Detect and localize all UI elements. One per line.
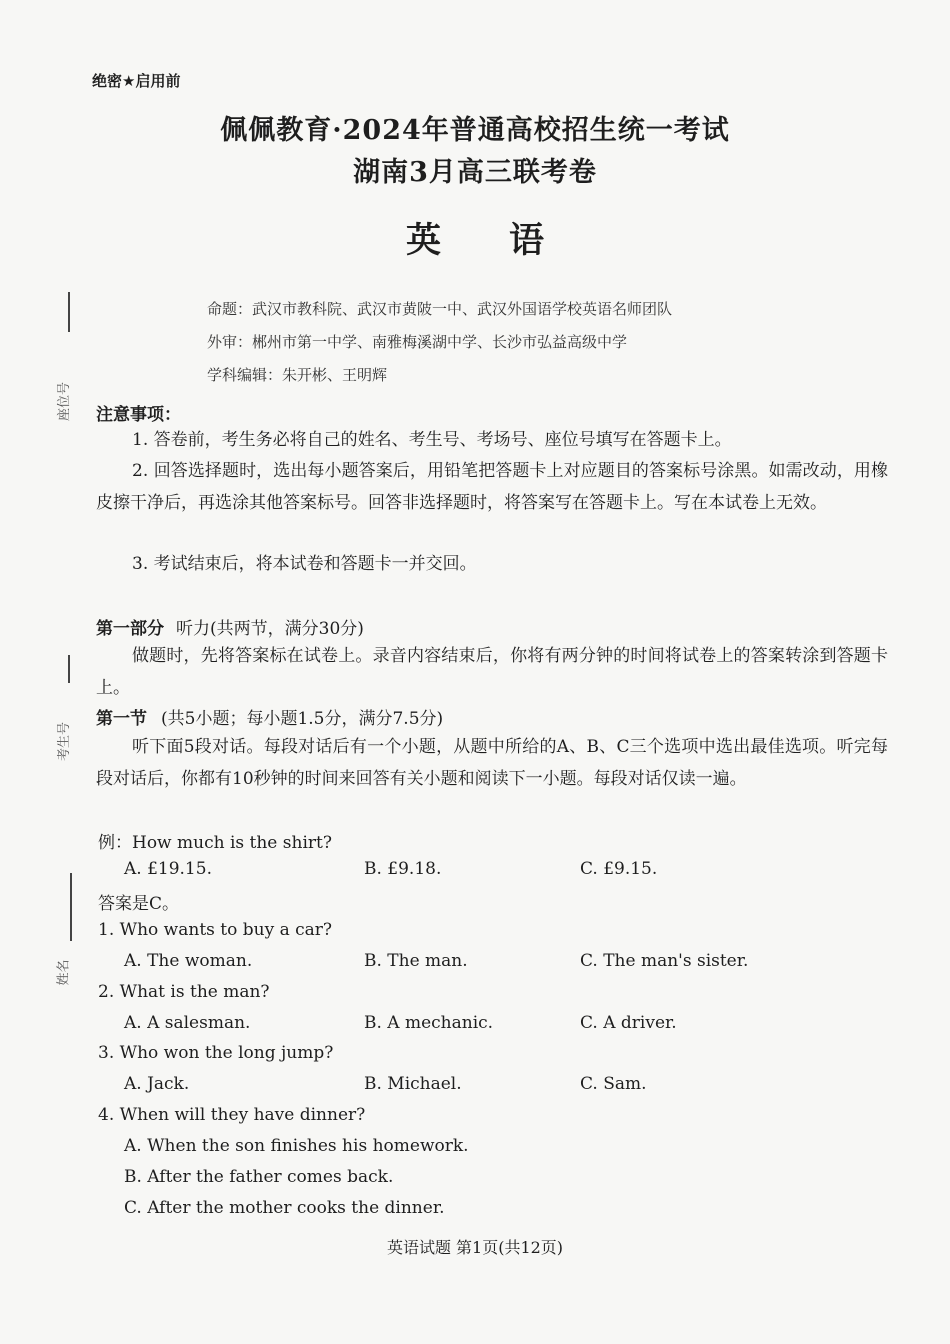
margin-label-name: 姓名 [56, 959, 72, 986]
question-4: 4. When will they have dinner? [98, 1105, 366, 1125]
section-detail: (共5小题；每小题1.5分，满分7.5分) [161, 709, 444, 729]
q2-option-a: A. A salesman. [124, 1013, 251, 1033]
section-title: 第一节 [96, 709, 147, 729]
credit-setter: 命题：武汉市教科院、武汉市黄陂一中、武汉外国语学校英语名师团队 [207, 300, 673, 318]
q2-option-b: B. A mechanic. [364, 1013, 494, 1033]
q4-option-b: B. After the father comes back. [124, 1167, 394, 1187]
credit-editor: 学科编辑：朱开彬、王明辉 [207, 366, 388, 384]
part-detail: 听力(共两节，满分30分) [176, 619, 364, 639]
q1-option-b: B. The man. [364, 951, 468, 971]
question-2: 2. What is the man? [98, 982, 270, 1002]
example-option-a: A. £19.15. [124, 859, 212, 879]
credit-reviewer: 外审：郴州市第一中学、南雅梅溪湖中学、长沙市弘益高级中学 [207, 333, 628, 351]
part-heading [96, 614, 364, 639]
example-question: 例：How much is the shirt? [98, 833, 332, 853]
margin-label-exam-no: 考生号 [57, 721, 73, 762]
subject-char-1: 英 [405, 221, 441, 261]
question-3: 3. Who won the long jump? [98, 1043, 334, 1063]
note-item: 1. 答卷前，考生务必将自己的姓名、考生号、考场号、座位号填写在答题卡上。 [132, 430, 732, 450]
q1-option-a: A. The woman. [124, 951, 253, 971]
part-title: 第一部分 [96, 619, 164, 639]
example-option-b: B. £9.18. [364, 859, 442, 879]
example-option-c: C. £9.15. [580, 859, 658, 879]
subject-title [0, 213, 950, 263]
exam-title: 佩佩教育·2024年普通高校招生统一考试 [220, 115, 730, 146]
section-directions: 听下面5段对话。每段对话后有一个小题，从题中所给的A、B、C三个选项中选出最佳选项。听完每段对话后，你都有10秒钟的时间来回答有关小题和阅读下一小题。每段对话仅读一遍。 [96, 737, 888, 789]
example-answer: 答案是C。 [98, 894, 180, 914]
q2-option-c: C. A driver. [580, 1013, 677, 1033]
page-footer: 英语试题 第1页(共12页) [386, 1238, 564, 1257]
note-item: 3. 考试结束后，将本试卷和答题卡一并交回。 [132, 554, 477, 574]
margin-line-top [68, 292, 70, 332]
note-item: 2. 回答选择题时，选出每小题答案后，用铅笔把答题卡上对应题目的答案标号涂黑。如需改动，用橡皮擦干净后，再选涂其他答案标号。回答非选择题时，将答案写在答题卡上。写在本试卷上无效。 [96, 461, 888, 513]
margin-line-name [70, 873, 72, 941]
section-heading [96, 704, 443, 729]
q1-option-c: C. The man's sister. [580, 951, 749, 971]
margin-line-mid [68, 655, 70, 683]
q3-option-a: A. Jack. [124, 1074, 190, 1094]
q4-option-c: C. After the mother cooks the dinner. [124, 1198, 445, 1218]
q4-option-a: A. When the son finishes his homework. [124, 1136, 469, 1156]
q3-option-b: B. Michael. [364, 1074, 462, 1094]
notes-heading: 注意事项： [96, 405, 181, 425]
margin-label-seat: 座位号 [57, 381, 73, 422]
confidential-mark: 绝密★启用前 [92, 72, 181, 90]
subject-char-2: 语 [509, 221, 545, 261]
q3-option-c: C. Sam. [580, 1074, 647, 1094]
question-1: 1. Who wants to buy a car? [98, 920, 333, 940]
part-intro: 做题时，先将答案标在试卷上。录音内容结束后，你将有两分钟的时间将试卷上的答案转涂到答题卡上。 [96, 646, 888, 698]
exam-subtitle: 湖南3月高三联考卷 [353, 157, 597, 188]
